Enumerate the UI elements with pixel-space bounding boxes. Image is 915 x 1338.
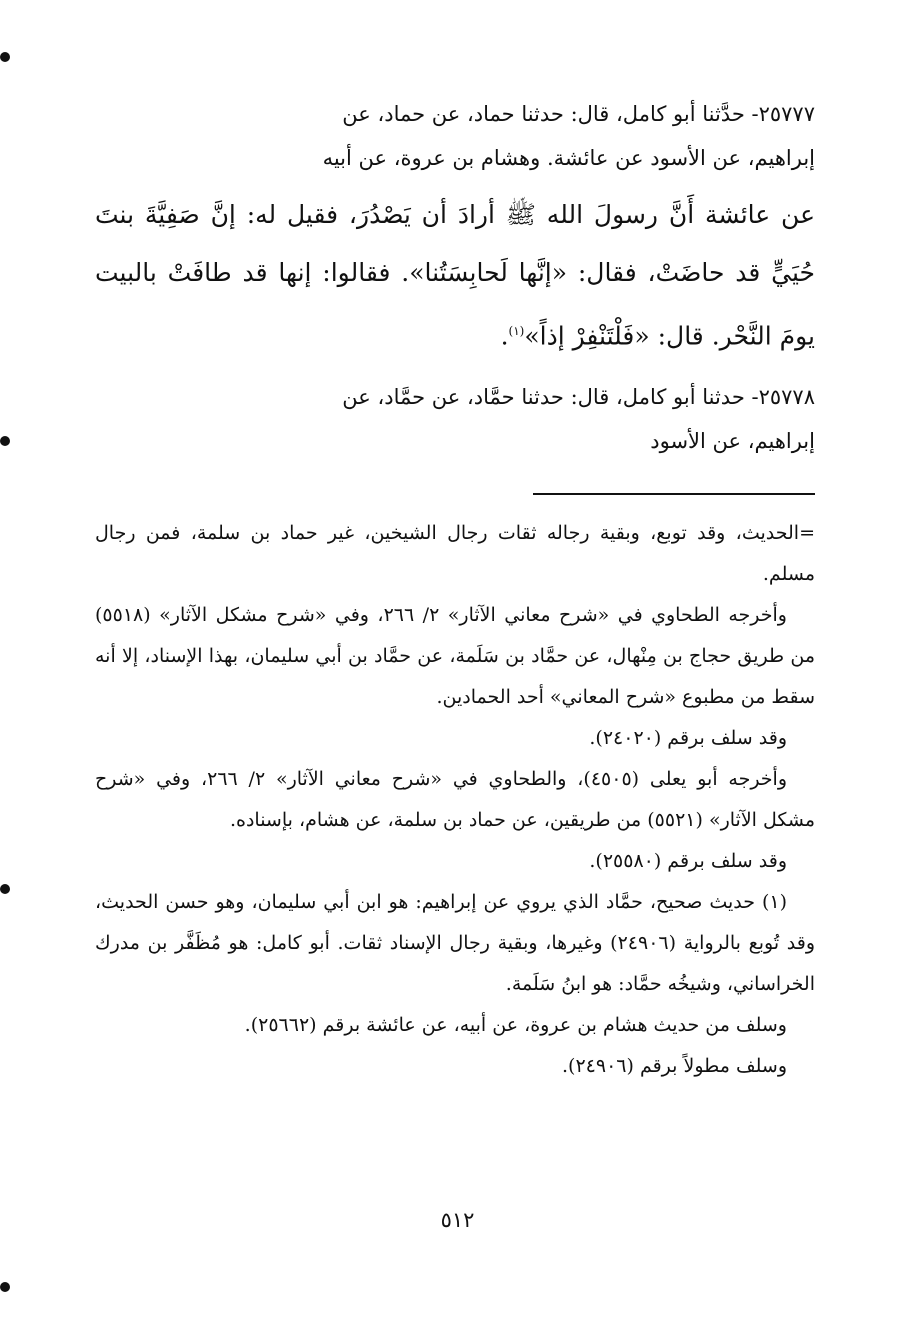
- footnote-cross-ref-3: وسلف من حديث هشام بن عروة، عن أبيه، عن عائشة برقم (٢٥٦٦٢).: [244, 1014, 787, 1037]
- margin-mark-top: [0, 52, 10, 62]
- footnote-cross-ref-1: وقد سلف برقم (٢٤٠٢٠).: [589, 727, 787, 750]
- page-body: [95, 92, 815, 1087]
- footnote-cross-ref-4: وسلف مطولاً برقم (٢٤٩٠٦).: [562, 1055, 787, 1078]
- matn-text: عن عائشة أَنَّ رسولَ الله ﷺ أرادَ أن يَصْدُرَ، فقيل له: إنَّ صَفِيَّةَ بنتَ حُيَيٍّ قد حاضَتْ، فقال: «إنَّها لَحابِسَتُنا». فقالوا: إنها قد طافَتْ بالبيت يومَ النَّحْر. قال: «فَلْتَنْفِرْ إذاً»: [95, 200, 815, 351]
- hadith-25777-isnad-line1: ٢٥٧٧٧- حدَّثنا أبو كامل، قال: حدثنا حماد، عن حماد، عن: [342, 102, 815, 126]
- matn-end: .: [500, 321, 509, 351]
- footnote-cross-ref-2: وقد سلف برقم (٢٥٥٨٠).: [589, 850, 787, 873]
- margin-mark-lower: [0, 884, 10, 894]
- footnote-separator: [533, 493, 815, 495]
- footnote-ref: (١): [508, 324, 525, 338]
- margin-mark-middle: [0, 436, 10, 446]
- hadith-25777-isnad: [95, 92, 815, 180]
- hadith-25777-isnad-line2: إبراهيم، عن الأسود عن عائشة. وهشام بن عروة، عن أبيه: [322, 146, 815, 170]
- margin-mark-bottom: [0, 1282, 10, 1292]
- footnotes: [95, 513, 815, 1087]
- footnote-tahawi: وأخرجه الطحاوي في «شرح معاني الآثار» ٢/ ٢٦٦، وفي «شرح مشكل الآثار» (٥٥١٨) من طريق حجاج بن مِنْهال، عن حمَّاد بن سَلَمة، عن حمَّاد بن أبي سليمان، بهذا الإسناد، إلا أنه سقط من مطبوع «شرح المعاني» أحد الحمادين.: [95, 604, 815, 709]
- hadith-25778-isnad-line2: إبراهيم، عن الأسود: [650, 429, 815, 454]
- footnote-abu-yala: وأخرجه أبو يعلى (٤٥٠٥)، والطحاوي في «شرح معاني الآثار» ٢/ ٢٦٦، وفي «شرح مشكل الآثار» (٥٥٢١) من طريقين، عن حماد بن سلمة، عن هشام، بإسناده.: [95, 768, 815, 832]
- hadith-25778-isnad-line1: ٢٥٧٧٨- حدثنا أبو كامل، قال: حدثنا حمَّاد، عن حمَّاد، عن: [342, 385, 815, 410]
- hadith-25777-matn: [95, 186, 815, 365]
- footnote-1: (١) حديث صحيح، حمَّاد الذي يروي عن إبراهيم: هو ابن أبي سليمان، وهو حسن الحديث، وقد تُوبع بالرواية (٢٤٩٠٦) وغيرها، وبقية رجال الإسناد ثقات. أبو كامل: هو مُظَفَّر بن مدرك الخراساني، وشيخُه حمَّاد: هو ابنُ سَلَمة.: [95, 891, 816, 996]
- page-number: ٥١٢: [440, 1208, 475, 1232]
- footnote-continuation: =الحديث، وقد توبع، وبقية رجاله ثقات رجال الشيخين، غير حماد بن سلمة، فمن رجال مسلم.: [95, 522, 815, 586]
- hadith-25778-isnad: [95, 375, 815, 463]
